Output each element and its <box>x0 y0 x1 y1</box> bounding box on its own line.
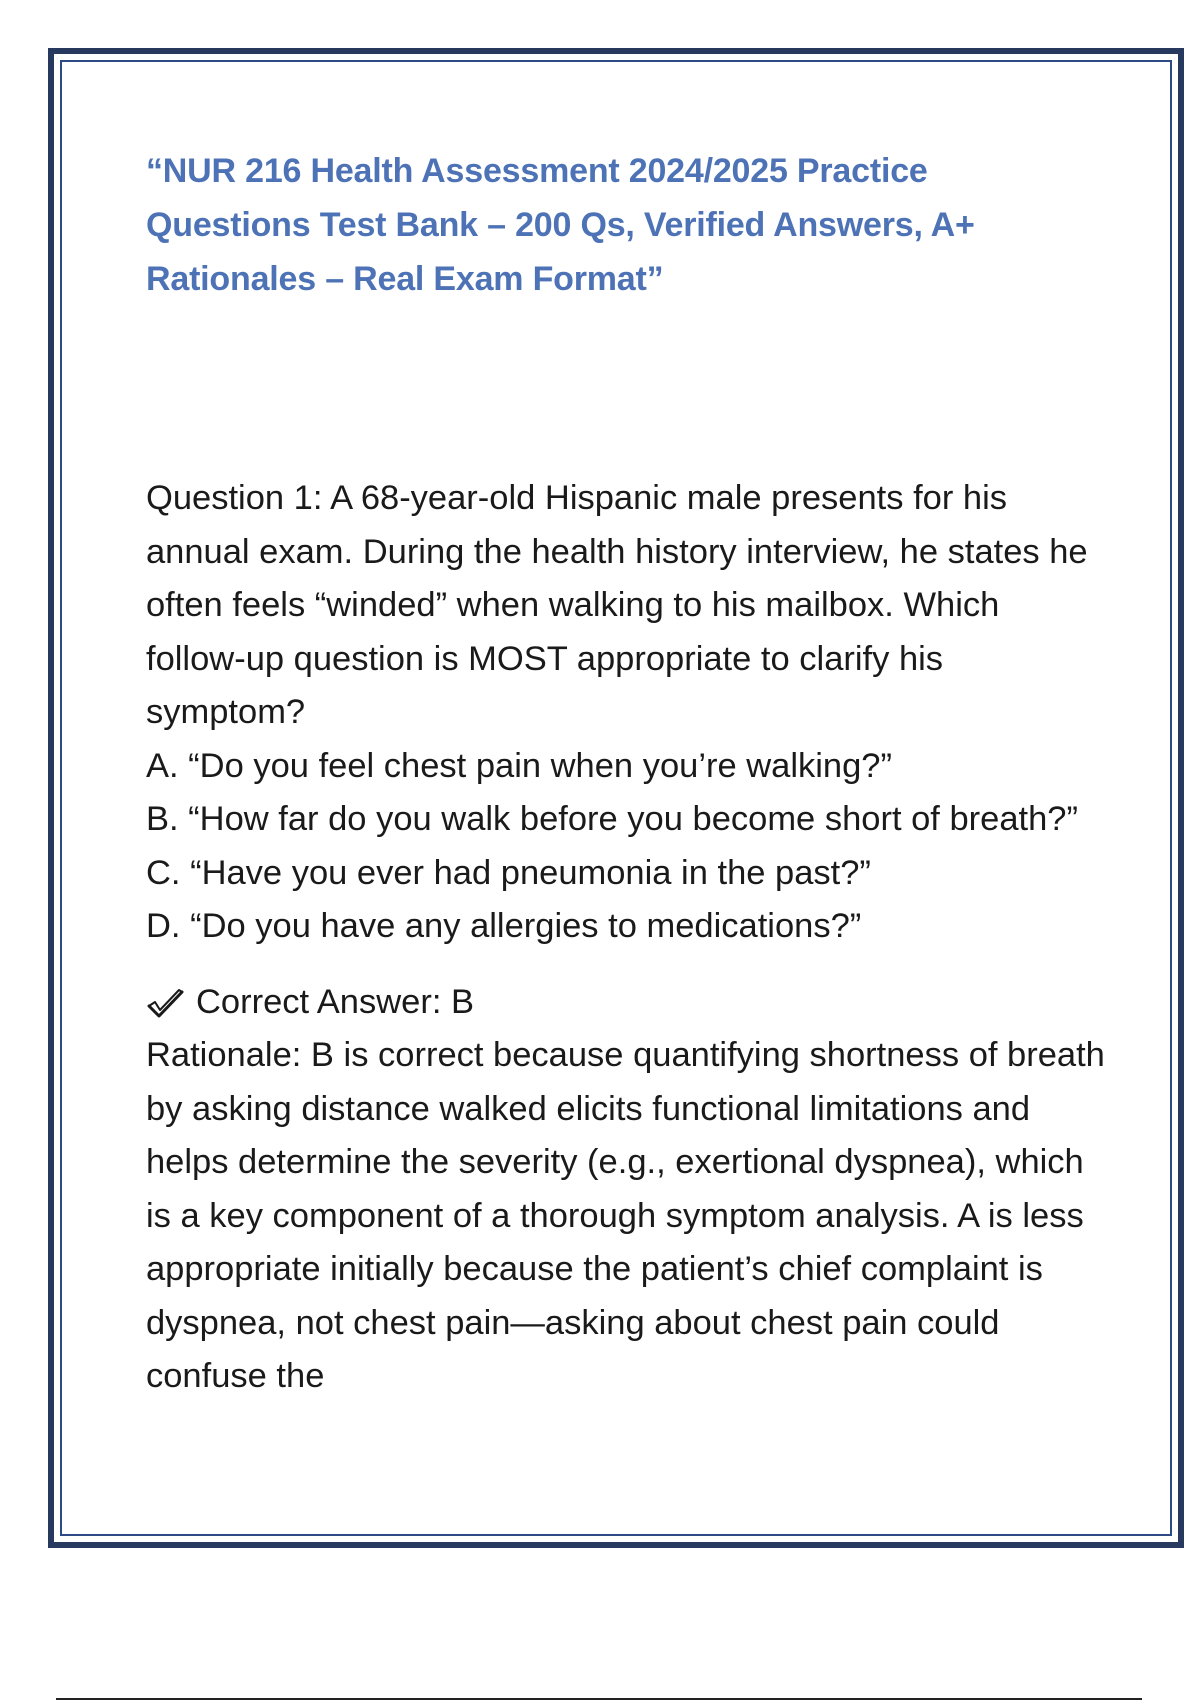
option-a: A. “Do you feel chest pain when you’re walking?” <box>146 746 892 785</box>
option-b: B. “How far do you walk before you become short of breath?” <box>146 800 1078 838</box>
correct-answer-text: Correct Answer: B <box>196 982 475 1021</box>
question-block <box>146 472 1106 1404</box>
document-title: “NUR 216 Health Assessment 2024/2025 Practice Questions Test Bank – 200 Qs, Verified Answers, A+ Rationales – Real Exam Format” <box>146 152 975 298</box>
correct-answer-line <box>146 976 1106 1030</box>
check-icon <box>146 985 186 1019</box>
page-content <box>146 144 1106 1404</box>
option-c: C. “Have you ever had pneumonia in the past?” <box>146 853 871 892</box>
question-stem: Question 1: A 68-year-old Hispanic male presents for his annual exam. During the health history interview, he states he often feels “winded” when walking to his mailbox. Which follow-up question is MOST appropriate to clarify his symptom? <box>146 479 1088 731</box>
option-d: D. “Do you have any allergies to medications?” <box>146 907 862 945</box>
rationale-text: Rationale: B is correct because quantifying shortness of breath by asking distance walked elicits functional limitations and helps determine the severity (e.g., exertional dyspnea), which is a key component of a thorough symptom analysis. A is less appropriate initially because the patient’s chief complaint is dyspnea, not chest pain—asking about chest pain could confuse the <box>146 1036 1105 1395</box>
